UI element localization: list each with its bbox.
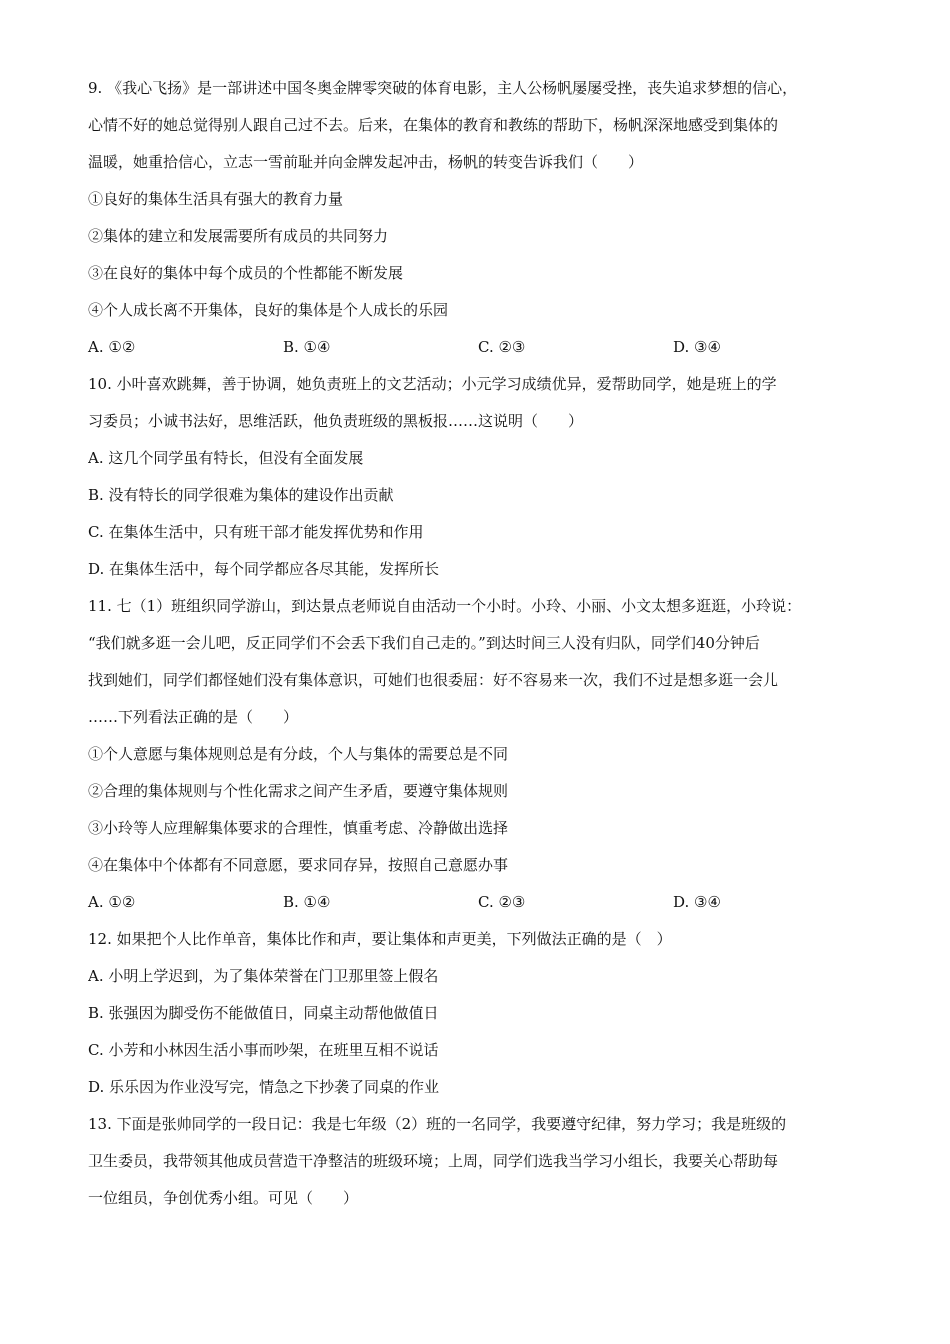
question-stem-line: 温暖，她重拾信心，立志一雪前耻并向金牌发起冲击，杨帆的转变告诉我们（ ） (88, 153, 644, 171)
choice-c[interactable]: C. ②③ (478, 338, 526, 356)
question-stem-line: 心情不好的她总觉得别人跟自己过不去。后来，在集体的教育和教练的帮助下，杨帆深深地感受到集体的 (88, 116, 779, 134)
question-stem-line: “我们就多逛一会儿吧，反正同学们不会丢下我们自己走的。”到达时间三人没有归队，同学们40分钟后 (88, 634, 760, 652)
statement: ③小玲等人应理解集体要求的合理性，慎重考虑、冷静做出选择 (88, 819, 509, 837)
choice-row (88, 884, 878, 921)
question-stem-line: 10. 小叶喜欢跳舞，善于协调，她负责班上的文艺活动；小元学习成绩优异，爱帮助同学，她是班上的学 (88, 375, 777, 393)
question-stem-line: 12. 如果把个人比作单音，集体比作和声，要让集体和声更美，下列做法正确的是（ ） (88, 930, 672, 948)
option-b[interactable]: B. 张强因为脚受伤不能做值日，同桌主动帮他做值日 (88, 1004, 439, 1022)
statement: ④在集体中个体都有不同意愿，要求同存异，按照自己意愿办事 (88, 856, 509, 874)
choice-b[interactable]: B. ①④ (283, 338, 331, 356)
choice-b[interactable]: B. ①④ (283, 893, 331, 911)
choice-row (88, 329, 878, 366)
question-stem-line: 13. 下面是张帅同学的一段日记：我是七年级（2）班的一名同学，我要遵守纪律，努力学习；我是班级的 (88, 1115, 787, 1133)
option-d[interactable]: D. 乐乐因为作业没写完，情急之下抄袭了同桌的作业 (88, 1078, 440, 1096)
question-11 (88, 588, 878, 921)
statement: ③在良好的集体中每个成员的个性都能不断发展 (88, 264, 404, 282)
choice-c[interactable]: C. ②③ (478, 893, 526, 911)
statement: ①个人意愿与集体规则总是有分歧，个人与集体的需要总是不同 (88, 745, 509, 763)
option-b[interactable]: B. 没有特长的同学很难为集体的建设作出贡献 (88, 486, 394, 504)
question-stem-line: 找到她们，同学们都怪她们没有集体意识，可她们也很委屈：好不容易来一次，我们不过是想多逛一会儿 (88, 671, 779, 689)
statement: ④个人成长离不开集体，良好的集体是个人成长的乐园 (88, 301, 449, 319)
statement: ②集体的建立和发展需要所有成员的共同努力 (88, 227, 389, 245)
choice-d[interactable]: D. ③④ (673, 338, 721, 356)
question-12 (88, 921, 878, 1106)
question-stem-line: 习委员；小诚书法好，思维活跃，他负责班级的黑板报……这说明（ ） (88, 412, 584, 430)
option-c[interactable]: C. 在集体生活中，只有班干部才能发挥优势和作用 (88, 523, 424, 541)
question-stem-line: 卫生委员，我带领其他成员营造干净整洁的班级环境；上周，同学们选我当学习小组长，我要关心帮助每 (88, 1152, 779, 1170)
choice-d[interactable]: D. ③④ (673, 893, 721, 911)
choice-a[interactable]: A. ①② (88, 338, 136, 356)
statement: ①良好的集体生活具有强大的教育力量 (88, 190, 344, 208)
question-13 (88, 1106, 878, 1217)
question-stem-line: 一位组员，争创优秀小组。可见（ ） (88, 1189, 359, 1207)
choice-a[interactable]: A. ①② (88, 893, 136, 911)
question-10 (88, 366, 878, 588)
question-stem-line: 11. 七（1）班组织同学游山，到达景点老师说自由活动一个小时。小玲、小丽、小文太想多逛逛，小玲说： (88, 597, 802, 615)
option-a[interactable]: A. 小明上学迟到，为了集体荣誉在门卫那里签上假名 (88, 967, 439, 985)
question-stem-line: 9. 《我心飞扬》是一部讲述中国冬奥金牌零突破的体育电影，主人公杨帆屡屡受挫，丧失追求梦想的信心， (88, 79, 798, 97)
option-c[interactable]: C. 小芳和小林因生活小事而吵架，在班里互相不说话 (88, 1041, 439, 1059)
option-d[interactable]: D. 在集体生活中，每个同学都应各尽其能，发挥所长 (88, 560, 440, 578)
statement: ②合理的集体规则与个性化需求之间产生矛盾，要遵守集体规则 (88, 782, 509, 800)
exam-page (88, 70, 878, 1217)
question-9 (88, 70, 878, 366)
question-stem-line: ……下列看法正确的是（ ） (88, 708, 299, 726)
option-a[interactable]: A. 这几个同学虽有特长，但没有全面发展 (88, 449, 364, 467)
